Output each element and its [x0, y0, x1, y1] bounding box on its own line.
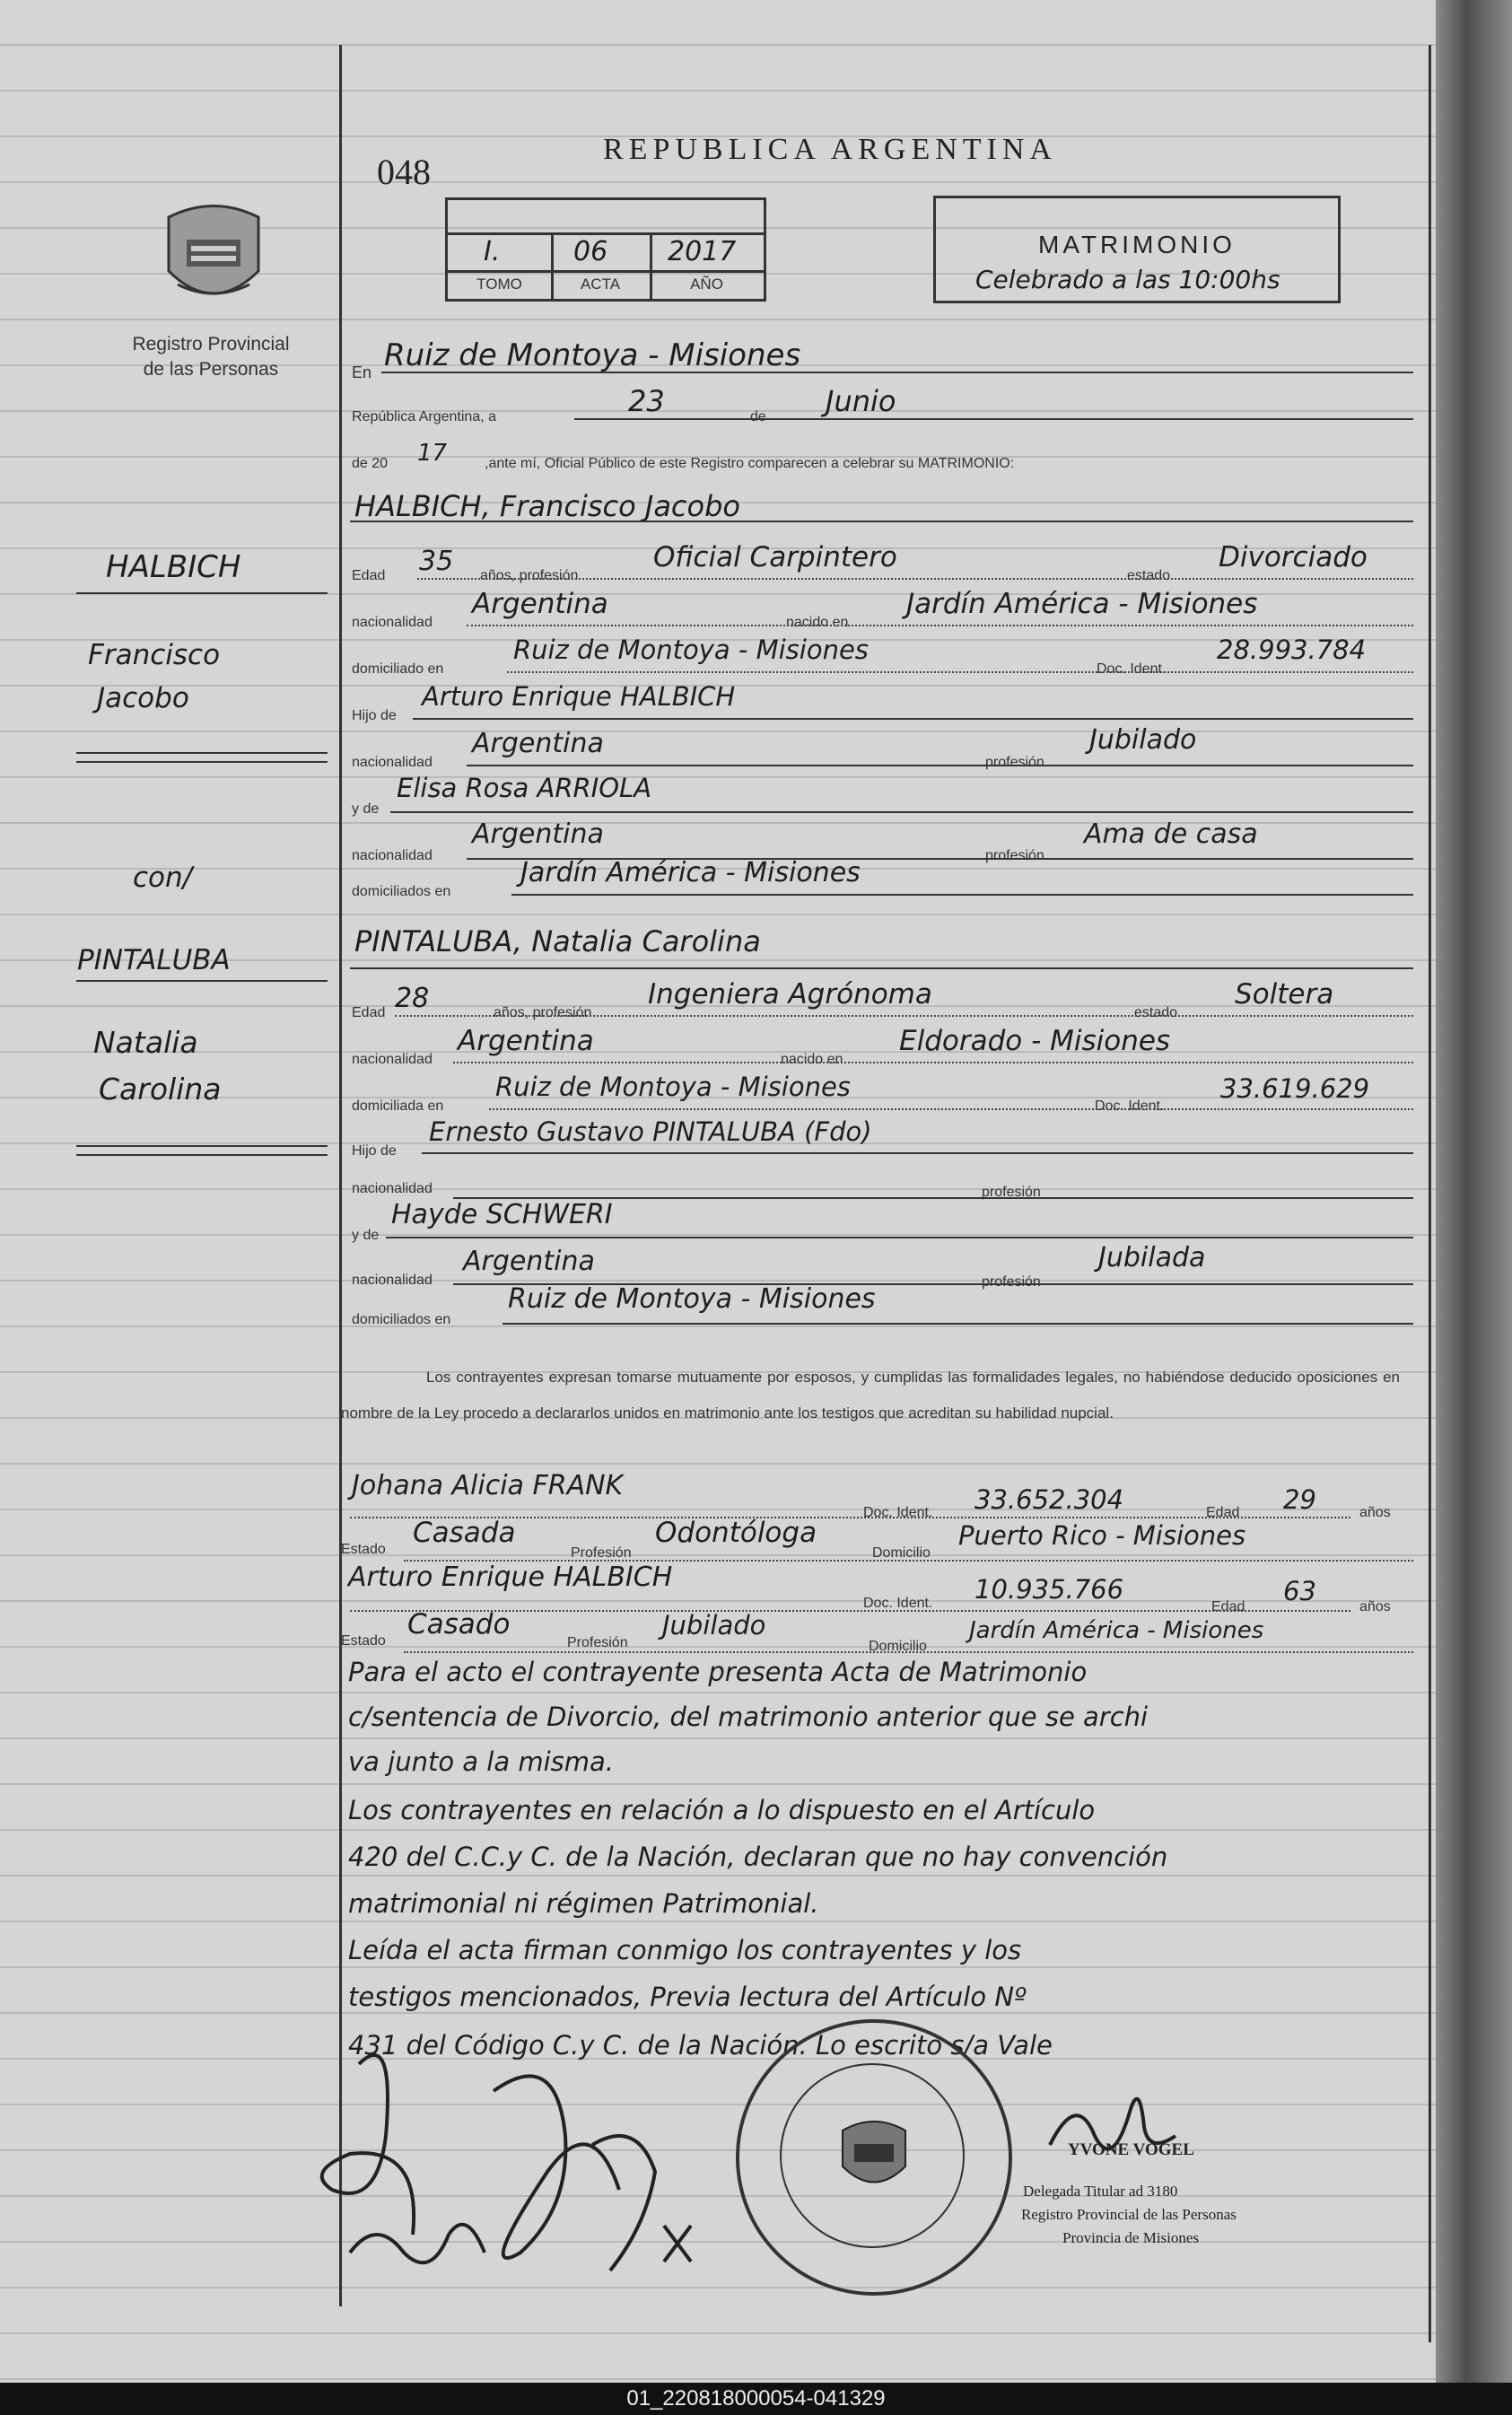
groom-doc-label: Doc. Ident.	[1097, 661, 1167, 677]
sidebar-groom-name2: Jacobo	[97, 682, 189, 714]
bride-doc: 33.619.629	[1220, 1073, 1370, 1104]
note-line: Los contrayentes en relación a lo dispuesto en el Artículo	[348, 1795, 1096, 1825]
groom-nac-label: nacionalidad	[352, 615, 433, 630]
bride-edad-label: Edad	[352, 1005, 386, 1020]
bride-hijo-label: Hijo de	[352, 1143, 397, 1159]
acta-label: ACTA	[580, 276, 621, 293]
bride-mother-prof-label: profesión	[982, 1274, 1041, 1290]
witness2-doc-label: Doc. Ident.	[863, 1596, 933, 1611]
witness2-address: Jardín América - Misiones	[969, 1617, 1264, 1644]
declaration-text: Los contrayentes expresan tomarse mutuamente por esposos, y cumplidas las formalidades legales, no habiéndose deducido oposiciones en nombre de la Ley procedo a declararlos unidos en matrimonio ante los testigos que acreditan su habilidad nupcial.	[341, 1369, 1400, 1422]
official-seal	[736, 2019, 1012, 2296]
de-label: de	[750, 409, 766, 424]
witness2-age: 63	[1283, 1576, 1316, 1606]
witness1-doc-label: Doc. Ident.	[863, 1505, 933, 1520]
republica-label: República Argentina, a	[352, 409, 496, 424]
right-margin-line	[1429, 45, 1431, 2342]
witness2-dom-label: Domicilio	[869, 1639, 927, 1654]
groom-father-prof-label: profesión	[985, 755, 1044, 770]
witness2-status: Casado	[407, 1608, 511, 1641]
witness1-doc: 33.652.304	[974, 1484, 1124, 1515]
sidebar-bride-name1: Natalia	[93, 1025, 198, 1060]
witness2-edad-label: Edad	[1211, 1599, 1245, 1614]
bride-name-line	[350, 967, 1413, 969]
page-title: REPUBLICA ARGENTINA	[603, 133, 1057, 166]
year-suffix: 17	[417, 440, 448, 467]
acta-value: 06	[573, 236, 608, 267]
signatures-graphic	[296, 2010, 745, 2297]
registry-line1: Registro Provincial	[132, 334, 290, 354]
note-line: va junto a la misma.	[348, 1746, 614, 1777]
groom-name-line	[350, 521, 1413, 522]
witness1-status: Casada	[413, 1517, 516, 1549]
official-title: Delegada Titular ad 3180	[1023, 2183, 1178, 2200]
note-line: matrimonial ni régimen Patrimonial.	[348, 1888, 819, 1919]
bride-birthplace: Eldorado - Misiones	[899, 1025, 1171, 1057]
bride-dom-line	[489, 1108, 1413, 1110]
witness1-anos-label: años	[1359, 1505, 1391, 1520]
bride-profession: Ingeniera Agrónoma	[648, 978, 932, 1011]
sidebar-bride-surname: PINTALUBA	[77, 944, 231, 976]
witness2-prof-label: Profesión	[567, 1635, 628, 1650]
groom-mother-line	[390, 811, 1413, 813]
bride-age-line	[395, 1015, 1413, 1017]
groom-anos-label: años, profesión	[480, 568, 579, 583]
bride-status: Soltera	[1235, 978, 1334, 1011]
note-line: testigos mencionados, Previa lectura del Artículo Nº	[348, 1982, 1027, 2012]
bride-full-name: PINTALUBA, Natalia Carolina	[354, 924, 761, 958]
witness1-edad-label: Edad	[1206, 1505, 1240, 1520]
groom-estado-label: estado	[1127, 568, 1171, 583]
seal-emblem-icon	[838, 2117, 910, 2198]
sidebar-rule	[76, 592, 328, 594]
witness2-estado-label: Estado	[341, 1633, 386, 1649]
bride-mother-prof: Jubilada	[1098, 1242, 1206, 1273]
sidebar-groom-name1: Francisco	[88, 639, 221, 671]
witness1-address: Puerto Rico - Misiones	[958, 1520, 1246, 1551]
groom-mother-nat: Argentina	[472, 818, 604, 850]
sidebar-rule	[76, 980, 328, 982]
witness2-profession: Jubilado	[662, 1610, 766, 1641]
bride-nac-line	[453, 1062, 1413, 1063]
sidebar-bride-name2: Carolina	[99, 1072, 222, 1107]
witness1-age: 29	[1283, 1484, 1316, 1515]
bride-father: Ernesto Gustavo PINTALUBA (Fdo)	[429, 1116, 872, 1147]
de20-label: de 20	[352, 456, 389, 471]
groom-yde-label: y de	[352, 801, 380, 817]
bride-yde-label: y de	[352, 1228, 380, 1243]
groom-parents-dom-label: domiciliados en	[352, 884, 451, 899]
bride-parents-address: Ruiz de Montoya - Misiones	[508, 1283, 876, 1315]
bride-nacido-label: nacido en	[781, 1052, 843, 1067]
matrimonio-title: MATRIMONIO	[1038, 231, 1236, 258]
registry-line2: de las Personas	[143, 359, 279, 380]
witness2-doc: 10.935.766	[974, 1574, 1124, 1605]
bride-nationality: Argentina	[458, 1025, 594, 1057]
groom-father-line	[413, 718, 1413, 720]
month-value: Junio	[826, 384, 896, 418]
margin-line	[339, 45, 342, 2306]
bride-father-prof-label: profesión	[982, 1185, 1041, 1200]
bride-doc-label: Doc. Ident.	[1095, 1098, 1165, 1114]
bride-anos-label: años, profesión	[494, 1005, 592, 1020]
bride-parents-dom-label: domiciliados en	[352, 1312, 451, 1327]
witness2-anos-label: años	[1359, 1599, 1391, 1614]
place-line	[381, 372, 1413, 373]
footer-image-id: 01_220818000054-041329	[0, 2383, 1512, 2415]
witness1-dom-label: Domicilio	[872, 1545, 931, 1561]
bride-father-line	[422, 1152, 1413, 1154]
groom-parents-dom-line	[511, 894, 1413, 896]
groom-status: Divorciado	[1219, 541, 1368, 573]
groom-nacido-label: nacido en	[786, 615, 849, 630]
groom-nac-line	[467, 625, 1413, 626]
groom-dom-line	[507, 671, 1413, 673]
groom-full-name: HALBICH, Francisco Jacobo	[354, 489, 740, 523]
bride-estado-label: estado	[1134, 1005, 1178, 1020]
note-line: Para el acto el contrayente presenta Acta de Matrimonio	[348, 1657, 1088, 1687]
groom-age: 35	[419, 546, 454, 577]
ceremony-place: Ruiz de Montoya - Misiones	[384, 337, 801, 373]
groom-profession: Oficial Carpintero	[653, 541, 897, 573]
note-line: Leída el acta firman conmigo los contrayentes y los	[348, 1935, 1022, 1965]
bride-mother-nat: Argentina	[463, 1246, 595, 1277]
groom-nationality: Argentina	[472, 588, 608, 620]
day-value: 23	[628, 384, 665, 418]
bride-mother: Hayde SCHWERI	[391, 1199, 613, 1230]
note-line: 420 del C.C.y C. de la Nación, declaran que no hay convención	[348, 1842, 1168, 1872]
witness1-prof-label: Profesión	[571, 1545, 632, 1561]
ante-text: ,ante mí, Oficial Público de este Registro comparecen a celebrar su MATRIMONIO:	[485, 456, 1015, 471]
note-line: 431 del Código C.y C. de la Nación. Lo escrito s/a Vale	[348, 2030, 1053, 2061]
witness2-name: Arturo Enrique HALBICH	[348, 1562, 673, 1593]
bride-father-nac-label: nacionalidad	[352, 1181, 433, 1196]
groom-father: Arturo Enrique HALBICH	[422, 681, 736, 712]
bride-mother-line	[386, 1237, 1413, 1238]
provincial-emblem-icon	[160, 199, 267, 316]
sidebar-rule	[76, 752, 328, 754]
doc-number: 048	[377, 152, 431, 192]
tomo-label: TOMO	[476, 276, 522, 293]
witness1-profession: Odontóloga	[655, 1517, 817, 1549]
groom-father-nat: Argentina	[472, 728, 604, 759]
bride-address: Ruiz de Montoya - Misiones	[495, 1072, 851, 1102]
bride-dom-label: domiciliada en	[352, 1098, 444, 1114]
anio-value: 2017	[668, 236, 737, 267]
witness1-estado-label: Estado	[341, 1542, 386, 1557]
note-line: c/sentencia de Divorcio, del matrimonio anterior que se archi	[348, 1702, 1149, 1732]
tomo-acta-box	[445, 197, 766, 302]
bride-parents-dom-line	[503, 1323, 1413, 1325]
official-name: YVONE VOGEL	[1068, 2140, 1194, 2159]
witness1-name: Johana Alicia FRANK	[352, 1470, 624, 1501]
groom-mother-prof: Ama de casa	[1084, 818, 1258, 850]
sidebar-rule	[76, 1154, 328, 1156]
groom-mother: Elisa Rosa ARRIOLA	[397, 773, 652, 803]
bride-age: 28	[395, 983, 430, 1014]
binder-edge	[1436, 0, 1512, 2383]
date-line	[574, 418, 1413, 420]
groom-mother-prof-label: profesión	[985, 848, 1044, 863]
bride-mother-nac-label: nacionalidad	[352, 1273, 433, 1288]
tomo-value: I.	[484, 236, 501, 267]
witness2-line2	[404, 1651, 1413, 1653]
groom-dom-label: domiciliado en	[352, 661, 444, 677]
sidebar-con: con/	[133, 862, 193, 894]
sidebar-groom-surname: HALBICH	[106, 549, 241, 585]
groom-parents-address: Jardín América - Misiones	[520, 857, 861, 888]
groom-edad-label: Edad	[352, 568, 386, 583]
groom-birthplace: Jardín América - Misiones	[906, 588, 1258, 620]
matrimonio-box	[933, 196, 1341, 303]
groom-hijo-label: Hijo de	[352, 708, 397, 723]
official-registry: Registro Provincial de las Personas	[1021, 2206, 1237, 2223]
groom-doc: 28.993.784	[1217, 634, 1367, 665]
groom-father-prof: Jubilado	[1089, 724, 1197, 756]
bride-nac-label: nacionalidad	[352, 1052, 433, 1067]
celebrated-time: Celebrado a las 10:00hs	[975, 265, 1280, 294]
sidebar-rule	[76, 761, 328, 763]
groom-mother-nac-label: nacionalidad	[352, 848, 433, 863]
official-province: Provincia de Misiones	[1062, 2229, 1200, 2246]
sidebar-rule	[76, 1145, 328, 1147]
groom-address: Ruiz de Montoya - Misiones	[513, 634, 869, 665]
en-label: En	[352, 363, 372, 381]
anio-label: AÑO	[690, 276, 723, 293]
groom-father-nac-line	[467, 765, 1413, 766]
groom-father-nac-label: nacionalidad	[352, 755, 433, 770]
groom-age-line	[417, 578, 1413, 580]
